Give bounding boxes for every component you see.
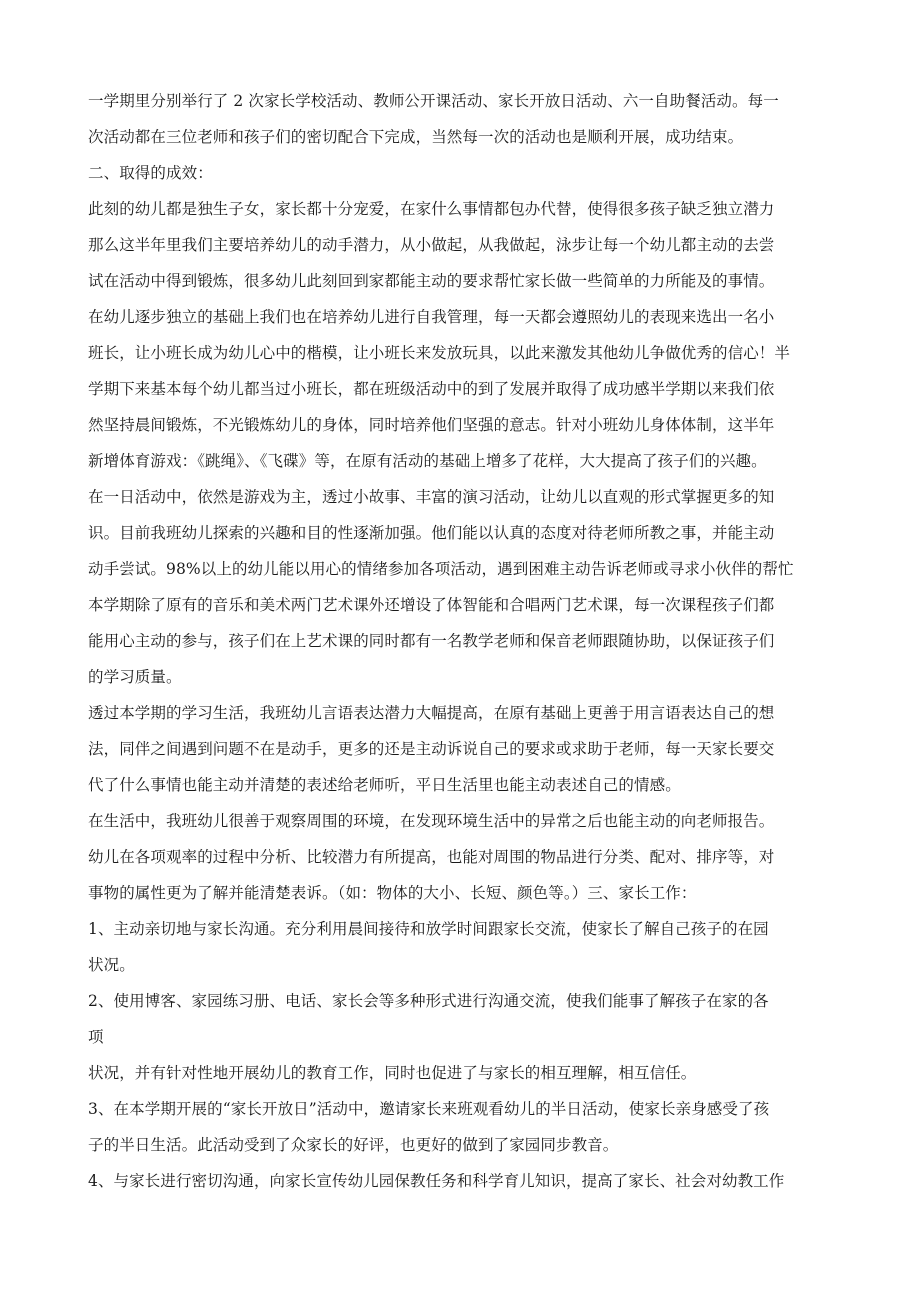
text-line: 在生活中，我班幼儿很善于观察周围的环境，在发现环境生活中的异常之后也能主动的向老师报告。 xyxy=(88,812,775,830)
text-line: 事物的属性更为了解并能清楚表诉。（如：物体的大小、长短、颜色等。）三、家长工作： xyxy=(88,884,697,902)
text-line: 新增体育游戏：《跳绳》、《飞碟》等，在原有活动的基础上增多了花样，大大提高了孩子们的兴趣。 xyxy=(88,452,767,470)
text-line: 在一日活动中，依然是游戏为主，透过小故事、丰富的演习活动，让幼儿以直观的形式掌握更多的知 xyxy=(88,488,775,506)
list-item-line: 1、主动亲切地与家长沟通。充分利用晨间接待和放学时间跟家长交流，使家长了解自己孩子的在园 xyxy=(88,920,769,938)
text-line: 动手尝试。98%以上的幼儿能以用心的情绪参加各项活动，遇到困难主动告诉老师或寻求小伙伴的帮忙 xyxy=(88,560,794,578)
section-heading: 二、取得的成效： xyxy=(88,164,213,182)
list-item-line: 状况，并有针对性地开展幼儿的教育工作，同时也促进了与家长的相互理解，相互信任。 xyxy=(88,1064,697,1082)
text-line: 幼儿在各项观率的过程中分析、比较潜力有所提高，也能对周围的物品进行分类、配对、排序等，对 xyxy=(88,848,775,866)
text-line: 学期下来基本每个幼儿都当过小班长，都在班级活动中的到了发展并取得了成功感半学期以来我们依 xyxy=(88,380,775,398)
text-line: 透过本学期的学习生活，我班幼儿言语表达潜力大幅提高，在原有基础上更善于用言语表达自己的想 xyxy=(88,704,775,722)
text-line: 在幼儿逐步独立的基础上我们也在培养幼儿进行自我管理，每一天都会遵照幼儿的表现来选出一名小 xyxy=(88,308,775,326)
list-item-line: 2、使用博客、家园练习册、电话、家长会等多种形式进行沟通交流，使我们能事了解孩子在家的各 xyxy=(88,992,769,1010)
text-line: 识。目前我班幼儿探索的兴趣和目的性逐渐加强。他们能以认真的态度对待老师所教之事，并能主动 xyxy=(88,524,775,542)
list-item-line: 状况。 xyxy=(88,956,135,974)
list-item-line: 3、在本学期开展的“家长开放日”活动中，邀请家长来班观看幼儿的半日活动，使家长亲身感受了孩 xyxy=(88,1100,770,1118)
text-line: 法，同伴之间遇到问题不在是动手，更多的还是主动诉说自己的要求或求助于老师，每一天家长要交 xyxy=(88,740,775,758)
text-line: 本学期除了原有的音乐和美术两门艺术课外还增设了体智能和合唱两门艺术课，每一次课程孩子们都 xyxy=(88,596,775,614)
text-line: 代了什么事情也能主动并清楚的表述给老师听，平日生活里也能主动表述自己的情感。 xyxy=(88,776,681,794)
text-line: 一学期里分别举行了 2 次家长学校活动、教师公开课活动、家长开放日活动、六一自助餐活动。每一 xyxy=(88,92,779,110)
text-line: 那么这半年里我们主要培养幼儿的动手潜力，从小做起，从我做起，泳步让每一个幼儿都主动的去尝 xyxy=(88,236,775,254)
text-line: 的学习质量。 xyxy=(88,668,182,686)
text-line: 试在活动中得到锻炼，很多幼儿此刻回到家都能主动的要求帮忙家长做一些简单的力所能及的事情。 xyxy=(88,272,775,290)
text-line: 班长，让小班长成为幼儿心中的楷模，让小班长来发放玩具，以此来激发其他幼儿争做优秀的信心！半 xyxy=(88,344,791,362)
list-item-line: 项 xyxy=(88,1028,104,1046)
text-line: 次活动都在三位老师和孩子们的密切配合下完成，当然每一次的活动也是顺利开展，成功结束。 xyxy=(88,128,744,146)
text-line: 然坚持晨间锻炼，不光锻炼幼儿的身体，同时培养他们坚强的意志。针对小班幼儿身体体制，这半年 xyxy=(88,416,775,434)
list-item-line: 子的半日生活。此活动受到了众家长的好评，也更好的做到了家园同步教音。 xyxy=(88,1136,619,1154)
text-line: 此刻的幼儿都是独生子女，家长都十分宠爱，在家什么事情都包办代替，使得很多孩子缺乏独立潜力 xyxy=(88,200,775,218)
list-item-line: 4、与家长进行密切沟通，向家长宣传幼儿园保教任务和科学育儿知识，提高了家长、社会对幼教工作 xyxy=(88,1172,785,1190)
text-line: 能用心主动的参与，孩子们在上艺术课的同时都有一名教学老师和保音老师跟随协助，以保证孩子们 xyxy=(88,632,775,650)
